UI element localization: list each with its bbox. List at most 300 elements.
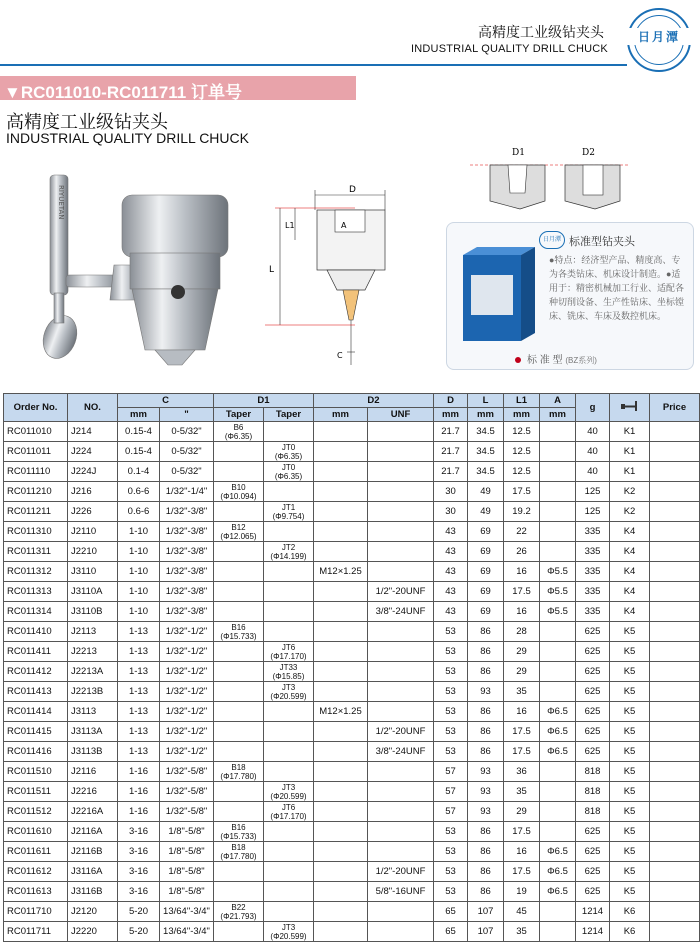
table-cell: [368, 642, 434, 662]
table-cell: 1-10: [118, 582, 160, 602]
table-cell: 22: [504, 522, 540, 542]
table-cell: [214, 422, 264, 442]
table-cell: [214, 722, 264, 742]
table-cell: 53: [434, 742, 468, 762]
table-cell: [314, 622, 368, 642]
table-cell: [650, 502, 700, 522]
table-cell: [214, 602, 264, 622]
table-cell: K1: [610, 422, 650, 442]
table-cell: [650, 842, 700, 862]
taper-code: B6: [233, 422, 244, 432]
table-cell: 16: [504, 702, 540, 722]
table-cell: K5: [610, 702, 650, 722]
table-cell: [540, 642, 576, 662]
table-cell: 1214: [576, 902, 610, 922]
table-cell: J224: [68, 442, 118, 462]
taper-code: JT3: [281, 782, 296, 792]
table-cell: [540, 422, 576, 442]
col-d: D: [434, 394, 468, 408]
table-cell: [214, 522, 264, 542]
table-cell: 43: [434, 542, 468, 562]
table-cell: 57: [434, 782, 468, 802]
table-cell: 818: [576, 782, 610, 802]
table-cell: [650, 682, 700, 702]
table-cell: [214, 482, 264, 502]
table-cell: K5: [610, 722, 650, 742]
table-cell: [650, 822, 700, 842]
table-row: [4, 842, 700, 862]
taper-code: B18: [231, 762, 246, 772]
table-row: [4, 642, 700, 662]
col-l-mm: mm: [468, 408, 504, 422]
table-cell: K5: [610, 662, 650, 682]
table-cell: [264, 542, 314, 562]
table-cell: 49: [468, 482, 504, 502]
taper-diameter: (Φ6.35): [274, 451, 303, 461]
table-cell: [214, 822, 264, 842]
table-cell: 335: [576, 522, 610, 542]
table-cell: J2120: [68, 902, 118, 922]
table-cell: 21.7: [434, 422, 468, 442]
table-cell: 86: [468, 662, 504, 682]
table-cell: 43: [434, 582, 468, 602]
col-l: L: [468, 394, 504, 408]
table-cell: 86: [468, 842, 504, 862]
col-c-inch: ": [160, 408, 214, 422]
table-cell: 86: [468, 622, 504, 642]
table-cell: [264, 462, 314, 482]
drill-chuck-photo: [30, 165, 250, 375]
table-cell: Φ5.5: [540, 602, 576, 622]
table-row: [4, 882, 700, 902]
table-cell: [214, 802, 264, 822]
table-cell: [540, 682, 576, 702]
product-box-image: [457, 245, 545, 349]
table-cell: RC011512: [4, 802, 68, 822]
table-cell: 17.5: [504, 862, 540, 882]
table-cell: Φ6.5: [540, 702, 576, 722]
table-cell: [314, 782, 368, 802]
table-cell: 3/8"-24UNF: [368, 742, 434, 762]
table-cell: 17.5: [504, 822, 540, 842]
taper-code: JT6: [281, 642, 296, 652]
table-cell: 12.5: [504, 422, 540, 442]
table-cell: 1/32"-5/8": [160, 782, 214, 802]
table-row: [4, 742, 700, 762]
table-cell: 86: [468, 882, 504, 902]
table-cell: 1-10: [118, 562, 160, 582]
table-cell: Φ5.5: [540, 582, 576, 602]
table-cell: RC011610: [4, 822, 68, 842]
table-cell: 1-16: [118, 762, 160, 782]
table-cell: 21.7: [434, 442, 468, 462]
table-cell: RC011415: [4, 722, 68, 742]
taper-diameter: (Φ20.599): [270, 691, 307, 701]
table-cell: [650, 762, 700, 782]
table-cell: 0.15-4: [118, 442, 160, 462]
table-cell: 0.15-4: [118, 422, 160, 442]
table-cell: 1/32"-1/2": [160, 722, 214, 742]
table-cell: 107: [468, 902, 504, 922]
table-cell: 1/32"-1/2": [160, 742, 214, 762]
table-cell: 625: [576, 742, 610, 762]
brand-logo: [627, 8, 691, 72]
table-cell: RC011510: [4, 762, 68, 782]
table-cell: 1/32"-1/2": [160, 662, 214, 682]
col-l1-mm: mm: [504, 408, 540, 422]
table-cell: [540, 802, 576, 822]
table-cell: [264, 662, 314, 682]
table-cell: K5: [610, 642, 650, 662]
table-cell: [368, 522, 434, 542]
table-cell: 1/32"-3/8": [160, 582, 214, 602]
table-cell: 0.6-6: [118, 482, 160, 502]
diagram-label-C: C: [337, 351, 343, 360]
table-cell: 625: [576, 842, 610, 862]
table-cell: 0.6-6: [118, 502, 160, 522]
table-cell: K1: [610, 442, 650, 462]
table-cell: 16: [504, 602, 540, 622]
table-cell: [540, 502, 576, 522]
table-cell: 1/32"-3/8": [160, 562, 214, 582]
table-cell: [264, 702, 314, 722]
col-d2: D2: [314, 394, 434, 408]
table-cell: 17.5: [504, 722, 540, 742]
table-cell: K4: [610, 562, 650, 582]
table-cell: RC011310: [4, 522, 68, 542]
taper-code: JT6: [281, 802, 296, 812]
taper-code: JT33: [279, 662, 298, 672]
table-cell: 1-13: [118, 622, 160, 642]
table-row: [4, 562, 700, 582]
col-price: Price: [650, 394, 700, 422]
table-cell: [314, 742, 368, 762]
taper-code: JT3: [281, 922, 296, 932]
table-cell: 53: [434, 682, 468, 702]
table-cell: 93: [468, 782, 504, 802]
table-cell: [650, 902, 700, 922]
table-cell: [314, 682, 368, 702]
table-cell: 53: [434, 862, 468, 882]
table-cell: J2116A: [68, 822, 118, 842]
table-cell: 69: [468, 602, 504, 622]
table-cell: 1/32"-3/8": [160, 602, 214, 622]
spec-table: [3, 393, 700, 942]
red-dot-icon: [515, 357, 521, 363]
col-c-mm: mm: [118, 408, 160, 422]
table-row: [4, 862, 700, 882]
col-key: [610, 394, 650, 422]
table-cell: 34.5: [468, 422, 504, 442]
table-cell: [368, 902, 434, 922]
table-cell: 30: [434, 482, 468, 502]
table-cell: [650, 742, 700, 762]
table-row: [4, 422, 700, 442]
table-row: [4, 762, 700, 782]
taper-code: B22: [231, 902, 246, 912]
table-cell: 53: [434, 662, 468, 682]
table-cell: 818: [576, 802, 610, 822]
table-cell: 1-13: [118, 662, 160, 682]
table-cell: 53: [434, 642, 468, 662]
table-cell: J2116B: [68, 842, 118, 862]
table-cell: 1-13: [118, 642, 160, 662]
table-cell: [650, 522, 700, 542]
table-cell: 625: [576, 722, 610, 742]
table-cell: 1/2"-20UNF: [368, 862, 434, 882]
table-cell: [650, 722, 700, 742]
table-cell: 1214: [576, 922, 610, 942]
table-cell: [540, 522, 576, 542]
table-cell: [368, 462, 434, 482]
table-cell: 818: [576, 762, 610, 782]
taper-code: B12: [231, 522, 246, 532]
table-cell: 86: [468, 642, 504, 662]
taper-diameter: (Φ17.170): [270, 811, 307, 821]
diagram-label-L1: L1: [285, 221, 295, 230]
table-cell: J2213B: [68, 682, 118, 702]
table-cell: K5: [610, 762, 650, 782]
col-g: g: [576, 394, 610, 422]
table-cell: 1/32"-1/4": [160, 482, 214, 502]
table-cell: [264, 842, 314, 862]
col-order-no: Order No.: [4, 394, 68, 422]
table-cell: 1/8"-5/8": [160, 882, 214, 902]
taper-code: JT2: [281, 542, 296, 552]
table-cell: 1-13: [118, 702, 160, 722]
table-cell: 40: [576, 442, 610, 462]
table-cell: 625: [576, 822, 610, 842]
table-cell: J3116B: [68, 882, 118, 902]
table-row: [4, 502, 700, 522]
table-cell: [368, 502, 434, 522]
table-cell: 0.1-4: [118, 462, 160, 482]
table-cell: 125: [576, 502, 610, 522]
table-cell: [264, 642, 314, 662]
table-cell: K5: [610, 862, 650, 882]
table-cell: [540, 462, 576, 482]
table-cell: 1-16: [118, 782, 160, 802]
table-cell: [214, 782, 264, 802]
table-cell: RC011011: [4, 442, 68, 462]
taper-diameter: (Φ15.85): [272, 671, 305, 681]
taper-diameter: (Φ10.094): [220, 491, 257, 501]
table-cell: 335: [576, 582, 610, 602]
table-cell: J3116A: [68, 862, 118, 882]
table-cell: 93: [468, 682, 504, 702]
table-cell: [540, 902, 576, 922]
table-row: [4, 922, 700, 942]
table-cell: 19: [504, 882, 540, 902]
col-d1: D1: [214, 394, 314, 408]
table-cell: K5: [610, 842, 650, 862]
table-cell: 1/32"-1/2": [160, 702, 214, 722]
table-cell: K5: [610, 682, 650, 702]
table-cell: [314, 662, 368, 682]
table-cell: [264, 742, 314, 762]
table-cell: [540, 922, 576, 942]
taper-diameter: (Φ20.599): [270, 791, 307, 801]
table-cell: 12.5: [504, 462, 540, 482]
table-cell: RC011414: [4, 702, 68, 722]
table-cell: J2216A: [68, 802, 118, 822]
table-cell: J224J: [68, 462, 118, 482]
logo-text: 日月潭: [627, 28, 691, 45]
table-row: [4, 442, 700, 462]
table-cell: [314, 762, 368, 782]
taper-diameter: (Φ17.780): [220, 771, 257, 781]
table-cell: 86: [468, 722, 504, 742]
table-cell: [214, 922, 264, 942]
table-cell: [314, 862, 368, 882]
table-cell: [214, 562, 264, 582]
table-row: [4, 542, 700, 562]
table-cell: 107: [468, 922, 504, 942]
table-cell: [368, 922, 434, 942]
order-band-title: ▼RC011010-RC011711 订单号: [4, 83, 242, 102]
promo-description: ●特点：经济型产品、精度高、专为各类钻床、机床设计制造。●适用于：精密机械加工行业、适配各种切削设备、生产性钻床、坐标镗床、铣床、车床及数控机床。: [549, 255, 685, 321]
table-cell: 1-10: [118, 602, 160, 622]
table-cell: 625: [576, 662, 610, 682]
table-cell: 1/8"-5/8": [160, 822, 214, 842]
table-cell: 1/32"-3/8": [160, 522, 214, 542]
table-cell: 1-13: [118, 682, 160, 702]
header-divider: [0, 64, 627, 66]
table-cell: 65: [434, 902, 468, 922]
table-cell: RC011612: [4, 862, 68, 882]
table-cell: [264, 522, 314, 542]
table-cell: 0-5/32": [160, 462, 214, 482]
table-cell: [314, 482, 368, 502]
table-cell: [264, 422, 314, 442]
table-cell: [264, 802, 314, 822]
table-cell: K6: [610, 922, 650, 942]
table-cell: 125: [576, 482, 610, 502]
col-a-mm: mm: [540, 408, 576, 422]
table-cell: 19.2: [504, 502, 540, 522]
table-cell: [264, 502, 314, 522]
taper-diameter: (Φ6.35): [274, 471, 303, 481]
table-cell: Φ6.5: [540, 722, 576, 742]
table-cell: [368, 762, 434, 782]
table-cell: K2: [610, 482, 650, 502]
table-cell: K5: [610, 802, 650, 822]
table-cell: 1/2"-20UNF: [368, 722, 434, 742]
table-cell: 29: [504, 802, 540, 822]
table-row: [4, 662, 700, 682]
table-cell: J226: [68, 502, 118, 522]
section-title-en: INDUSTRIAL QUALITY DRILL CHUCK: [6, 130, 249, 146]
table-cell: Φ6.5: [540, 842, 576, 862]
table-cell: [368, 822, 434, 842]
table-cell: [650, 482, 700, 502]
table-cell: RC011312: [4, 562, 68, 582]
table-cell: 13/64"-3/4": [160, 922, 214, 942]
table-row: [4, 702, 700, 722]
table-cell: [650, 922, 700, 942]
table-cell: [314, 922, 368, 942]
table-row: [4, 482, 700, 502]
table-cell: [368, 562, 434, 582]
table-cell: 1-16: [118, 802, 160, 822]
table-cell: [314, 462, 368, 482]
table-cell: RC011314: [4, 602, 68, 622]
table-cell: RC011511: [4, 782, 68, 802]
table-cell: 1/32"-1/2": [160, 682, 214, 702]
table-cell: 3-16: [118, 862, 160, 882]
table-cell: Φ6.5: [540, 862, 576, 882]
table-cell: [214, 462, 264, 482]
table-cell: K1: [610, 462, 650, 482]
table-cell: RC011311: [4, 542, 68, 562]
table-cell: [264, 622, 314, 642]
table-cell: 625: [576, 622, 610, 642]
taper-code: B10: [231, 482, 246, 492]
table-row: [4, 602, 700, 622]
table-cell: Φ6.5: [540, 742, 576, 762]
table-cell: [650, 662, 700, 682]
table-cell: 13/64"-3/4": [160, 902, 214, 922]
table-row: [4, 622, 700, 642]
taper-diameter: (Φ6.35): [224, 431, 253, 441]
table-cell: [314, 802, 368, 822]
table-cell: 35: [504, 922, 540, 942]
table-cell: K4: [610, 522, 650, 542]
table-cell: RC011010: [4, 422, 68, 442]
table-cell: K6: [610, 902, 650, 922]
promo-logo: 日月潭: [539, 231, 565, 249]
table-row: [4, 782, 700, 802]
diagram-label-D1: D1: [512, 148, 525, 158]
thread-section-diagram: [470, 143, 630, 218]
table-cell: [650, 462, 700, 482]
table-cell: J2220: [68, 922, 118, 942]
table-cell: 335: [576, 562, 610, 582]
table-cell: [314, 502, 368, 522]
header-title-cn: 高精度工业级钻夹头: [478, 24, 604, 40]
taper-code: JT3: [281, 682, 296, 692]
table-cell: [264, 582, 314, 602]
table-cell: [650, 802, 700, 822]
table-cell: [650, 582, 700, 602]
table-cell: 625: [576, 862, 610, 882]
table-cell: RC011416: [4, 742, 68, 762]
section-title-cn: 高精度工业级钻夹头: [6, 112, 168, 132]
table-cell: 625: [576, 682, 610, 702]
table-cell: [214, 662, 264, 682]
col-d1-taper2: Taper: [264, 408, 314, 422]
taper-code: JT1: [281, 502, 296, 512]
table-cell: 12.5: [504, 442, 540, 462]
table-cell: 86: [468, 862, 504, 882]
table-cell: [214, 442, 264, 462]
table-cell: 86: [468, 702, 504, 722]
table-cell: [650, 862, 700, 882]
table-cell: [264, 602, 314, 622]
table-cell: 86: [468, 742, 504, 762]
table-cell: K5: [610, 742, 650, 762]
table-cell: 65: [434, 922, 468, 942]
table-cell: 1/32"-3/8": [160, 542, 214, 562]
table-cell: 53: [434, 822, 468, 842]
table-cell: 28: [504, 622, 540, 642]
table-cell: J3113A: [68, 722, 118, 742]
table-cell: 40: [576, 422, 610, 442]
promo-heading: 标准型钻夹头: [569, 236, 635, 248]
table-cell: 625: [576, 702, 610, 722]
table-cell: [368, 622, 434, 642]
table-cell: 5-20: [118, 922, 160, 942]
